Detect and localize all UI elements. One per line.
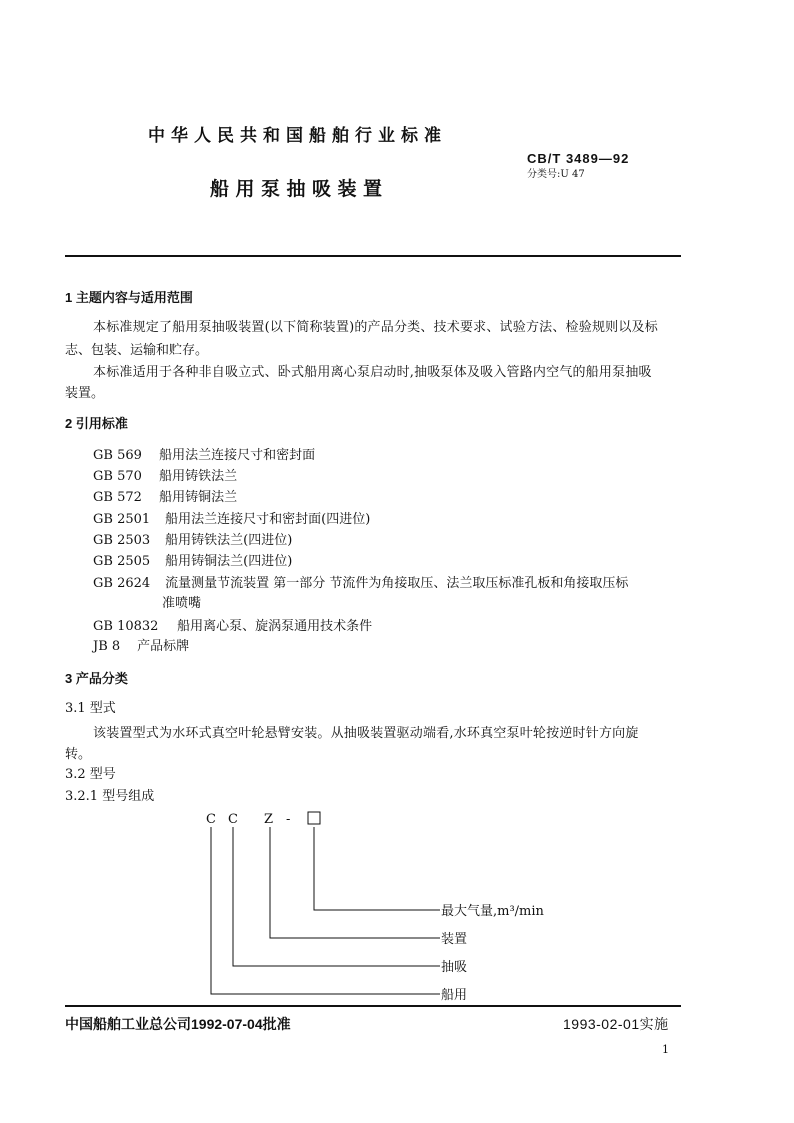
section-3-1-paragraph: 该装置型式为水环式真空叶轮悬臂安装。从抽吸装置驱动端看,水环真空泵叶轮按逆时针方向旋 [93, 726, 639, 741]
section-1-paragraph-2-cont: 装置。 [65, 386, 105, 401]
reference-code: GB 569 [93, 448, 142, 463]
reference-item [93, 554, 292, 570]
label-suction: 抽吸 [441, 960, 468, 975]
implementation-text: 1993-02-01实施 [563, 1016, 669, 1032]
header-divider [65, 255, 681, 257]
section-1-paragraph-1: 本标准规定了船用泵抽吸装置(以下简称装置)的产品分类、技术要求、试验方法、检验规则以及标 [93, 320, 658, 335]
classification-number: 分类号:U 47 [527, 169, 585, 180]
reference-code: JB 8 [93, 639, 121, 654]
organization-title: 中华人民共和国船舶行业标准 [148, 126, 447, 145]
designation-placeholder-box [308, 812, 320, 824]
reference-item [93, 533, 292, 549]
reference-title: 船用法兰连接尺寸和密封面 [159, 448, 316, 463]
section-1-heading: 1 主题内容与适用范围 [65, 290, 193, 305]
approval-statement: 中国船舶工业总公司1992-07-04批准 [65, 1016, 291, 1032]
reference-code: GB 2501 [93, 512, 151, 527]
reference-code: GB 2505 [93, 554, 151, 569]
reference-title: 船用铸铜法兰(四进位) [165, 554, 293, 569]
label-max-airflow: 最大气量,m³/min [441, 904, 544, 919]
reference-item [93, 512, 370, 528]
reference-title: 产品标牌 [137, 639, 190, 654]
reference-title: 船用铸铁法兰 [159, 469, 238, 484]
leader-line-airflow [314, 827, 440, 910]
designation-dash: - [286, 812, 291, 827]
page-number: 1 [662, 1043, 669, 1056]
section-3-1-paragraph-cont: 转。 [65, 747, 92, 762]
section-3-heading: 3 产品分类 [65, 671, 128, 686]
reference-code: GB 10832 [93, 619, 159, 634]
footer-divider [65, 1005, 681, 1007]
leader-line-device [270, 827, 440, 938]
section-2-heading: 2 引用标准 [65, 416, 128, 431]
implementation-date [563, 1016, 669, 1033]
leader-line-suction [233, 827, 440, 966]
reference-title: 流量测量节流装置 第一部分 节流件为角接取压、法兰取压标准孔板和角接取压标 [165, 576, 629, 591]
standard-number: CB/T 3489—92 [527, 151, 630, 166]
section-1-paragraph-1-cont: 志、包装、运输和贮存。 [65, 343, 209, 358]
reference-title: 船用离心泵、旋涡泵通用技术条件 [177, 619, 373, 634]
reference-item [93, 448, 315, 464]
designation-letter-c1: C [206, 812, 216, 827]
section-1-paragraph-2: 本标准适用于各种非自吸立式、卧式船用离心泵启动时,抽吸泵体及吸入管路内空气的船用泵抽吸 [93, 365, 652, 380]
reference-title: 船用铸铜法兰 [159, 490, 238, 505]
reference-item [93, 619, 372, 635]
designation-letter-c2: C [228, 812, 238, 827]
reference-item [93, 469, 237, 485]
model-designation-diagram [190, 805, 610, 1010]
reference-code: GB 572 [93, 490, 142, 505]
document-title: 船用泵抽吸装置 [210, 179, 389, 200]
reference-title: 船用铸铁法兰(四进位) [165, 533, 293, 548]
reference-code: GB 570 [93, 469, 142, 484]
reference-item [93, 639, 189, 655]
reference-item [93, 576, 628, 592]
designation-letter-z: Z [264, 812, 274, 827]
label-device: 装置 [441, 932, 468, 947]
reference-title: 船用法兰连接尺寸和密封面(四进位) [165, 512, 371, 527]
section-3-2-1-heading: 3.2.1 型号组成 [65, 789, 155, 804]
reference-code: GB 2624 [93, 576, 151, 591]
label-marine: 船用 [441, 988, 468, 1003]
section-3-1-heading: 3.1 型式 [65, 701, 116, 716]
reference-code: GB 2503 [93, 533, 151, 548]
reference-title-cont: 准喷嘴 [162, 596, 202, 611]
reference-item [93, 490, 237, 506]
section-3-2-heading: 3.2 型号 [65, 767, 116, 782]
